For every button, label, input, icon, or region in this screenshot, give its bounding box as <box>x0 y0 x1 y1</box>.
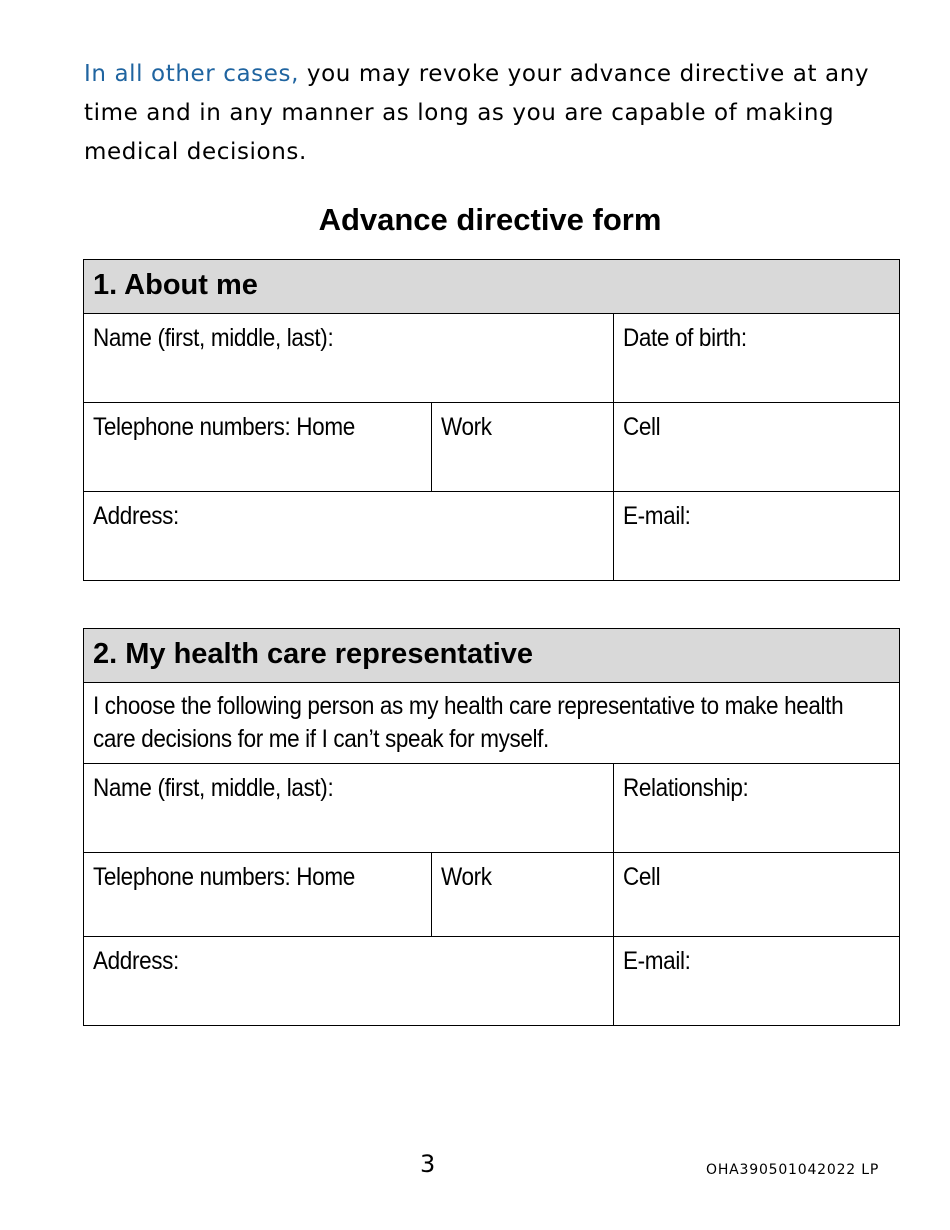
intro-paragraph <box>84 55 884 172</box>
phone-work-field[interactable]: Work <box>432 403 614 492</box>
health-care-representative-table <box>83 628 900 1026</box>
representative-name-field[interactable]: Name (first, middle, last): <box>84 764 614 853</box>
representative-description: I choose the following person as my health care representative to make health care decisions for me if I can’t speak for myself. <box>84 683 900 764</box>
section-heading-representative: 2. My health care representative <box>84 629 900 683</box>
date-of-birth-field[interactable]: Date of birth: <box>614 314 900 403</box>
page-number: 3 <box>420 1150 436 1178</box>
phone-cell-field[interactable]: Cell <box>614 403 900 492</box>
representative-phone-work-field[interactable]: Work <box>432 853 614 937</box>
intro-lead: In all other cases, <box>84 61 300 87</box>
email-field[interactable]: E-mail: <box>614 492 900 581</box>
representative-address-field[interactable]: Address: <box>84 937 614 1026</box>
name-field[interactable]: Name (first, middle, last): <box>84 314 614 403</box>
form-title: Advance directive form <box>318 202 662 237</box>
relationship-field[interactable]: Relationship: <box>614 764 900 853</box>
representative-phone-home-field[interactable]: Telephone numbers: Home <box>84 853 432 937</box>
intro-text: you may revoke your advance directive at any time and in any manner as long as you are capable of making medical decisions. <box>84 61 870 165</box>
section-heading-about-me: 1. About me <box>84 260 900 314</box>
document-code: OHA390501042022 LP <box>706 1162 880 1178</box>
phone-home-field[interactable]: Telephone numbers: Home <box>84 403 432 492</box>
about-me-table <box>83 259 900 581</box>
representative-email-field[interactable]: E-mail: <box>614 937 900 1026</box>
address-field[interactable]: Address: <box>84 492 614 581</box>
representative-phone-cell-field[interactable]: Cell <box>614 853 900 937</box>
